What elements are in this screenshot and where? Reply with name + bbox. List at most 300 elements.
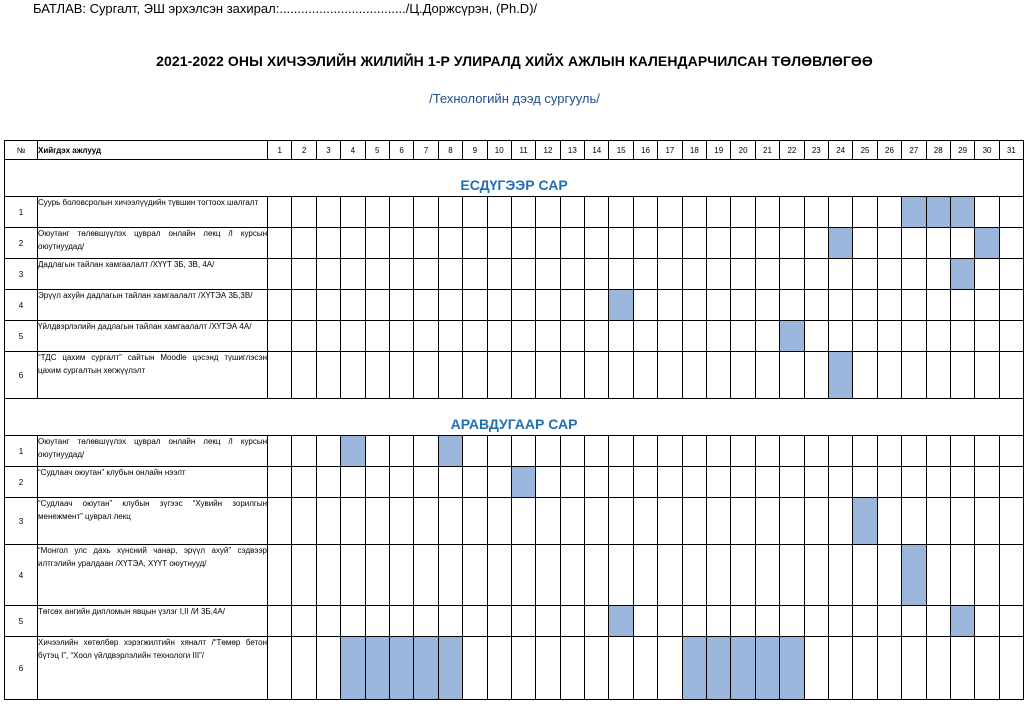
activity-row [5, 259, 1024, 290]
day-cell [707, 352, 731, 399]
day-header: 21 [755, 141, 779, 160]
day-cell [341, 321, 365, 352]
day-cell [268, 197, 292, 228]
day-cell [487, 467, 511, 498]
scheduled-day-cell [682, 637, 706, 700]
day-cell [536, 637, 560, 700]
day-cell [780, 436, 804, 467]
day-cell [926, 637, 950, 700]
day-cell [755, 352, 779, 399]
day-cell [755, 545, 779, 606]
day-cell [731, 467, 755, 498]
day-cell [463, 545, 487, 606]
day-cell [877, 197, 901, 228]
day-cell [877, 321, 901, 352]
day-cell [341, 259, 365, 290]
day-cell [341, 228, 365, 259]
row-number: 5 [5, 321, 38, 352]
day-cell [804, 259, 828, 290]
day-cell [755, 259, 779, 290]
day-cell [926, 467, 950, 498]
day-cell [511, 637, 535, 700]
day-cell [292, 259, 316, 290]
scheduled-day-cell [828, 228, 852, 259]
day-cell [902, 290, 926, 321]
day-header: 13 [560, 141, 584, 160]
day-cell [560, 498, 584, 545]
day-cell [707, 606, 731, 637]
day-cell [755, 228, 779, 259]
day-cell [438, 467, 462, 498]
day-cell [975, 197, 999, 228]
day-cell [682, 436, 706, 467]
day-cell [682, 545, 706, 606]
day-cell [268, 352, 292, 399]
day-cell [975, 352, 999, 399]
scheduled-day-cell [414, 637, 438, 700]
day-cell [755, 498, 779, 545]
day-cell [999, 228, 1023, 259]
day-cell [268, 545, 292, 606]
day-cell [341, 606, 365, 637]
day-cell [292, 290, 316, 321]
scheduled-day-cell [926, 197, 950, 228]
day-cell [731, 352, 755, 399]
page-subtitle: /Технологийн дээд сургууль/ [429, 91, 600, 106]
day-cell [389, 498, 413, 545]
day-header: 23 [804, 141, 828, 160]
day-cell [682, 467, 706, 498]
day-cell [292, 467, 316, 498]
day-cell [999, 606, 1023, 637]
day-cell [780, 259, 804, 290]
day-cell [707, 197, 731, 228]
day-cell [877, 498, 901, 545]
day-cell [414, 606, 438, 637]
day-cell [389, 290, 413, 321]
day-header: 5 [365, 141, 389, 160]
day-cell [438, 259, 462, 290]
day-header: 6 [389, 141, 413, 160]
day-cell [365, 467, 389, 498]
scheduled-day-cell [950, 606, 974, 637]
day-cell [828, 290, 852, 321]
day-cell [780, 290, 804, 321]
day-cell [828, 637, 852, 700]
day-cell [755, 606, 779, 637]
day-cell [707, 498, 731, 545]
day-cell [950, 321, 974, 352]
day-cell [877, 606, 901, 637]
day-cell [902, 498, 926, 545]
column-header-number: № [5, 141, 38, 160]
day-cell [731, 545, 755, 606]
day-header: 18 [682, 141, 706, 160]
day-cell [682, 197, 706, 228]
day-cell [682, 259, 706, 290]
calendar-plan-table [4, 140, 1024, 700]
day-cell [804, 290, 828, 321]
day-header: 4 [341, 141, 365, 160]
day-cell [536, 436, 560, 467]
day-cell [268, 436, 292, 467]
day-cell [609, 259, 633, 290]
day-cell [975, 321, 999, 352]
day-cell [682, 352, 706, 399]
scheduled-day-cell [755, 637, 779, 700]
activity-row [5, 290, 1024, 321]
day-cell [633, 498, 657, 545]
activity-description: “Судлаач оюутан” клубын зүгээс “Хувийн зорилгын менежмент” цуврал лекц [38, 498, 268, 545]
day-header: 1 [268, 141, 292, 160]
day-cell [731, 321, 755, 352]
day-cell [365, 436, 389, 467]
day-cell [877, 228, 901, 259]
day-cell [877, 352, 901, 399]
day-cell [926, 545, 950, 606]
day-cell [585, 606, 609, 637]
day-cell [511, 352, 535, 399]
day-cell [780, 545, 804, 606]
day-cell [536, 545, 560, 606]
day-cell [877, 545, 901, 606]
day-cell [487, 436, 511, 467]
day-cell [389, 436, 413, 467]
day-cell [438, 352, 462, 399]
day-cell [536, 197, 560, 228]
day-cell [926, 290, 950, 321]
day-cell [780, 467, 804, 498]
row-number: 3 [5, 498, 38, 545]
day-cell [487, 259, 511, 290]
day-cell [707, 436, 731, 467]
day-cell [292, 352, 316, 399]
day-cell [853, 228, 877, 259]
day-cell [804, 321, 828, 352]
day-cell [511, 197, 535, 228]
day-cell [268, 498, 292, 545]
day-header: 8 [438, 141, 462, 160]
day-cell [828, 606, 852, 637]
day-cell [658, 545, 682, 606]
day-cell [316, 545, 340, 606]
day-cell [316, 197, 340, 228]
day-cell [755, 436, 779, 467]
day-cell [316, 467, 340, 498]
day-cell [975, 637, 999, 700]
day-header: 29 [950, 141, 974, 160]
day-cell [999, 467, 1023, 498]
day-cell [585, 498, 609, 545]
day-cell [463, 467, 487, 498]
day-cell [902, 637, 926, 700]
scheduled-day-cell [731, 637, 755, 700]
row-number: 3 [5, 259, 38, 290]
day-cell [341, 498, 365, 545]
day-cell [560, 352, 584, 399]
day-cell [414, 467, 438, 498]
day-cell [585, 321, 609, 352]
day-cell [950, 290, 974, 321]
day-header: 12 [536, 141, 560, 160]
activity-row [5, 228, 1024, 259]
day-cell [853, 352, 877, 399]
day-header: 22 [780, 141, 804, 160]
day-header: 28 [926, 141, 950, 160]
day-cell [658, 321, 682, 352]
activity-description: Хичээлийн хөтөлбөр хэрэгжилтийн хяналт /“Төмөр бетон бүтэц I”, “Хоол үйлдвэрлэлийн технологи III”/ [38, 637, 268, 700]
day-cell [780, 606, 804, 637]
day-cell [682, 228, 706, 259]
day-cell [414, 290, 438, 321]
day-cell [658, 467, 682, 498]
activity-description: Дадлагын тайлан хамгаалалт /ХҮҮТ 3Б, 3В, 4А/ [38, 259, 268, 290]
day-cell [487, 197, 511, 228]
day-cell [755, 467, 779, 498]
day-cell [268, 259, 292, 290]
day-cell [853, 606, 877, 637]
day-cell [365, 321, 389, 352]
day-cell [804, 467, 828, 498]
day-cell [804, 352, 828, 399]
day-cell [536, 290, 560, 321]
day-cell [536, 606, 560, 637]
day-cell [511, 321, 535, 352]
day-cell [682, 290, 706, 321]
row-number: 1 [5, 197, 38, 228]
row-number: 6 [5, 352, 38, 399]
page-title: 2021-2022 ОНЫ ХИЧЭЭЛИЙН ЖИЛИЙН 1-Р УЛИРАЛД ХИЙХ АЖЛЫН КАЛЕНДАРЧИЛСАН ТӨЛӨВЛӨГӨӨ [156, 53, 873, 69]
day-cell [536, 498, 560, 545]
day-cell [658, 606, 682, 637]
day-cell [609, 321, 633, 352]
day-cell [828, 259, 852, 290]
day-header: 11 [511, 141, 535, 160]
day-cell [828, 498, 852, 545]
day-cell [414, 321, 438, 352]
activity-row [5, 467, 1024, 498]
day-cell [707, 467, 731, 498]
day-cell [682, 606, 706, 637]
month-row [5, 399, 1024, 436]
day-cell [536, 467, 560, 498]
day-cell [292, 545, 316, 606]
day-cell [487, 228, 511, 259]
day-cell [316, 436, 340, 467]
day-cell [707, 321, 731, 352]
day-cell [877, 637, 901, 700]
day-cell [560, 436, 584, 467]
day-cell [365, 352, 389, 399]
day-cell [560, 197, 584, 228]
day-cell [341, 290, 365, 321]
row-number: 2 [5, 228, 38, 259]
scheduled-day-cell [389, 637, 413, 700]
day-cell [853, 436, 877, 467]
day-cell [389, 259, 413, 290]
day-cell [950, 498, 974, 545]
day-cell [658, 498, 682, 545]
day-cell [316, 290, 340, 321]
day-cell [950, 228, 974, 259]
month-row [5, 160, 1024, 197]
day-cell [585, 197, 609, 228]
day-cell [389, 228, 413, 259]
activity-description: Оюутанг төлөвшүүлэх цуврал онлайн лекц /I курсын оюутнуудад/ [38, 228, 268, 259]
day-cell [365, 259, 389, 290]
row-number: 6 [5, 637, 38, 700]
day-header: 2 [292, 141, 316, 160]
day-cell [292, 197, 316, 228]
scheduled-day-cell [438, 637, 462, 700]
day-cell [511, 290, 535, 321]
day-cell [633, 606, 657, 637]
day-cell [292, 637, 316, 700]
day-cell [999, 259, 1023, 290]
day-cell [414, 259, 438, 290]
day-cell [560, 545, 584, 606]
day-cell [926, 436, 950, 467]
day-cell [658, 290, 682, 321]
day-cell [731, 259, 755, 290]
day-cell [511, 436, 535, 467]
day-cell [877, 259, 901, 290]
day-cell [780, 197, 804, 228]
scheduled-day-cell [341, 637, 365, 700]
day-cell [658, 228, 682, 259]
day-cell [707, 259, 731, 290]
day-cell [804, 498, 828, 545]
day-cell [438, 545, 462, 606]
day-cell [950, 545, 974, 606]
activity-row [5, 637, 1024, 700]
day-cell [950, 436, 974, 467]
day-cell [682, 321, 706, 352]
day-cell [999, 436, 1023, 467]
day-cell [926, 228, 950, 259]
day-cell [853, 290, 877, 321]
day-cell [780, 228, 804, 259]
day-cell [975, 290, 999, 321]
day-cell [365, 545, 389, 606]
scheduled-day-cell [950, 259, 974, 290]
day-header: 27 [902, 141, 926, 160]
day-cell [585, 545, 609, 606]
day-cell [536, 228, 560, 259]
day-cell [633, 197, 657, 228]
day-cell [633, 467, 657, 498]
day-cell [682, 498, 706, 545]
day-cell [804, 637, 828, 700]
day-cell [633, 352, 657, 399]
day-cell [560, 321, 584, 352]
day-cell [487, 606, 511, 637]
scheduled-day-cell [609, 290, 633, 321]
day-cell [828, 436, 852, 467]
day-cell [463, 290, 487, 321]
day-cell [511, 545, 535, 606]
day-cell [633, 436, 657, 467]
month-label: ЕСДҮГЭЭР САР [460, 177, 568, 193]
day-cell [975, 436, 999, 467]
day-cell [585, 228, 609, 259]
row-number: 4 [5, 545, 38, 606]
day-cell [463, 228, 487, 259]
day-cell [536, 352, 560, 399]
day-cell [389, 352, 413, 399]
day-header: 15 [609, 141, 633, 160]
day-cell [511, 606, 535, 637]
day-header: 26 [877, 141, 901, 160]
day-cell [609, 436, 633, 467]
day-cell [438, 498, 462, 545]
day-cell [414, 228, 438, 259]
day-cell [268, 637, 292, 700]
day-header: 14 [585, 141, 609, 160]
day-cell [511, 259, 535, 290]
day-cell [316, 352, 340, 399]
day-cell [438, 321, 462, 352]
day-cell [365, 498, 389, 545]
activity-description: Суурь боловсролын хичээлүүдийн түвшин тогтоох шалгалт [38, 197, 268, 228]
day-cell [804, 606, 828, 637]
day-cell [389, 197, 413, 228]
day-cell [804, 436, 828, 467]
day-cell [268, 290, 292, 321]
scheduled-day-cell [780, 637, 804, 700]
day-cell [755, 290, 779, 321]
day-header: 9 [463, 141, 487, 160]
scheduled-day-cell [438, 436, 462, 467]
day-cell [463, 197, 487, 228]
day-cell [414, 545, 438, 606]
day-cell [731, 498, 755, 545]
activity-description: Оюутанг төлөвшүүлэх цуврал онлайн лекц /I курсын оюутнуудад/ [38, 436, 268, 467]
activity-row [5, 545, 1024, 606]
day-cell [950, 352, 974, 399]
day-header: 24 [828, 141, 852, 160]
day-cell [438, 606, 462, 637]
day-cell [999, 290, 1023, 321]
day-cell [780, 352, 804, 399]
day-cell [585, 259, 609, 290]
day-cell [560, 259, 584, 290]
day-cell [999, 352, 1023, 399]
day-cell [292, 228, 316, 259]
day-cell [341, 467, 365, 498]
day-cell [804, 545, 828, 606]
day-cell [853, 637, 877, 700]
day-cell [633, 228, 657, 259]
day-cell [341, 352, 365, 399]
day-cell [828, 467, 852, 498]
day-cell [609, 228, 633, 259]
day-cell [828, 197, 852, 228]
day-cell [658, 259, 682, 290]
activity-row [5, 498, 1024, 545]
day-cell [414, 197, 438, 228]
day-cell [609, 637, 633, 700]
day-cell [414, 436, 438, 467]
day-cell [585, 637, 609, 700]
activity-description: “Монгол улс дахь хүнсний чанар, эрүүл ахуй” сэдвээр илтгэлийн уралдаан /ХҮТЭА, ХҮҮТ оюутнууд/ [38, 545, 268, 606]
day-cell [707, 228, 731, 259]
day-cell [780, 498, 804, 545]
day-cell [316, 259, 340, 290]
day-cell [316, 498, 340, 545]
day-cell [292, 606, 316, 637]
day-cell [853, 467, 877, 498]
